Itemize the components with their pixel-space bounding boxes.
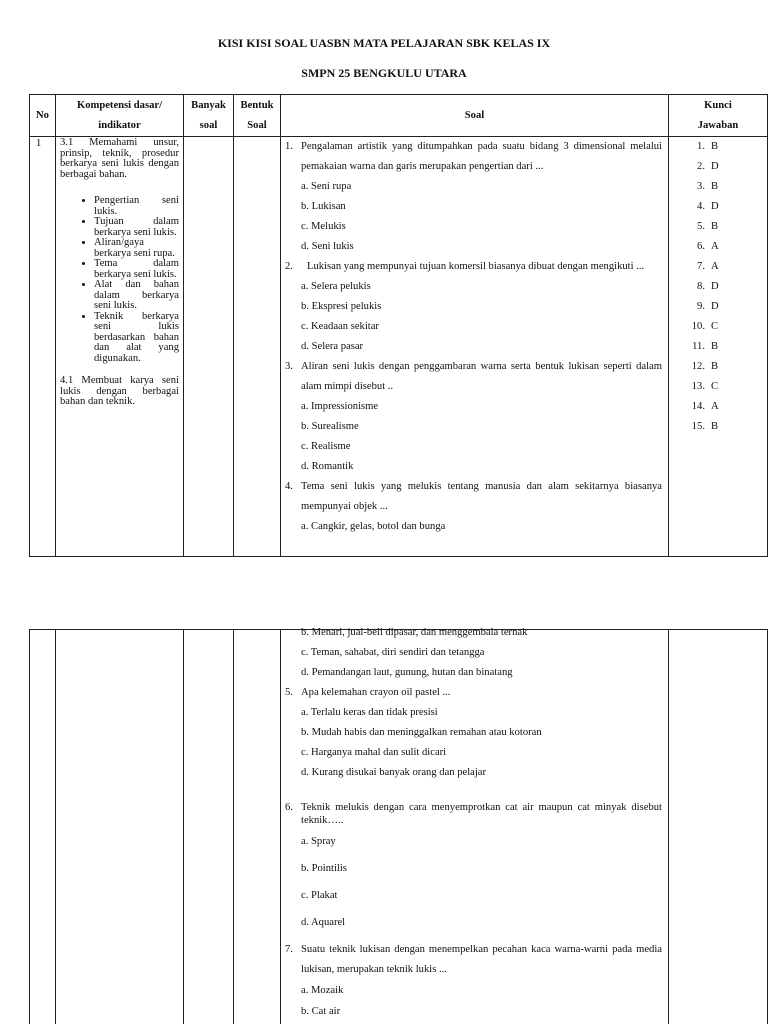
answer-number: 9. [697,301,705,312]
answer-letter: B [711,421,719,432]
answer-key-item [691,157,767,177]
kd-outro: 4.1 Membuat karya seni lukis dengan berbagai bahan dan teknik. [60,375,179,407]
answer-key-item [691,257,767,277]
answer-letter: A [711,241,719,252]
answer-letter: C [711,321,719,332]
answer-number: 4. [697,201,705,212]
answer-number: 14. [691,401,705,412]
question-5: 5. Apa kelemahan crayon oil pastel ... [285,687,451,698]
option: c. Keadaan sekitar [301,321,379,332]
indikator-item: • Teknik berkarya seni lukis berdasarkan bahan dan alat yang digunakan. [94,312,179,365]
bentuk-soal-cell [234,630,281,1024]
answer-number: 1. [697,141,705,152]
option: a. Selera pelukis [301,281,371,292]
answer-key-item [691,357,767,377]
header-soal: Soal [281,95,669,137]
option: c. Teman, sahabat, diri sendiri dan tetangga [301,647,485,658]
answer-key-item [691,197,767,217]
answer-letter: A [711,401,719,412]
option: b. Lukisan [301,201,346,212]
kompetensi-cell [56,630,184,1024]
option: d. Seni lukis [301,241,354,252]
answer-number: 15. [691,421,705,432]
soal-cell [281,627,669,1024]
indikator-item: • Pengertian seni lukis. [94,196,179,217]
option: a. Spray [301,836,336,847]
answer-letter: B [711,361,719,372]
answer-letter: D [711,301,719,312]
option: b. Surealisme [301,421,359,432]
option: a. Impressionisme [301,401,379,412]
option: d. Aquarel [301,917,346,928]
table-row [30,630,768,1024]
answer-key-item [691,297,767,317]
option: b. Ekspresi pelukis [301,301,382,312]
option: d. Selera pasar [301,341,364,352]
answer-letter: C [711,381,719,392]
banyak-soal-cell [184,630,234,1024]
answer-key-item [691,137,767,157]
header-kunci-jawaban: Kunci Jawaban [669,95,768,137]
answer-number: 7. [697,261,705,272]
row-number [30,630,56,1024]
table-row [30,137,768,557]
indikator-list [94,196,179,364]
question-6: 6. Teknik melukis dengan cara menyemprotkan cat air maupun cat minyak disebut teknik….. [285,802,662,826]
header-no: No [30,95,56,137]
option: a. Seni rupa [301,181,352,192]
header-bentuk-soal: Bentuk Soal [234,95,281,137]
answer-letter: B [711,341,719,352]
option: a. Cangkir, gelas, botol dan bunga [301,521,446,532]
answer-key-item [691,337,767,357]
header-kompetensi: Kompetensi dasar/ indikator [56,95,184,137]
answer-number: 3. [697,181,705,192]
answer-number: 10. [691,321,705,332]
option: b. Mudah habis dan meninggalkan remahan atau kotoran [301,727,542,738]
question-4: 4. Tema seni lukis yang melukis tentang manusia dan alam sekitarnya biasanya mempunyai objek ... [285,481,662,512]
kompetensi-cell [56,137,184,557]
answer-number: 12. [691,361,705,372]
indikator-item: • Aliran/gaya berkarya seni rupa. [94,238,179,259]
answer-letter: D [711,161,719,172]
answer-letter: D [711,281,719,292]
answer-number: 13. [691,381,705,392]
question-7: 7. Suatu teknik lukisan dengan menempelkan pecahan kaca warna-warni pada media lukisan, merupakan teknik lukis ... [285,944,662,975]
answer-number: 6. [697,241,705,252]
soal-cell [281,137,669,557]
option: b. Menari, jual-beli dipasar, dan menggembala ternak [301,627,528,638]
kunci-jawaban-cell [669,137,768,557]
bentuk-soal-cell [234,137,281,557]
kisi-kisi-table-continued [29,629,768,1024]
option: a. Terlalu keras dan tidak presisi [301,707,438,718]
answer-letter: A [711,261,719,272]
question-1: 1. Pengalaman artistik yang ditumpahkan pada suatu bidang 3 dimensional melalui pemakaian warna dan garis merupakan pengertian dari ... [285,141,662,172]
answer-key-item [691,317,767,337]
option: d. Pemandangan laut, gunung, hutan dan binatang [301,667,513,678]
answer-key-item [691,237,767,257]
header-banyak-soal: Banyak soal [184,95,234,137]
row-number: 1 [30,137,56,557]
option: d. Romantik [301,461,354,472]
indikator-item: • Tujuan dalam berkarya seni lukis. [94,217,179,238]
answer-number: 11. [692,341,705,352]
answer-number: 8. [697,281,705,292]
answer-key-item [691,177,767,197]
answer-number: 2. [697,161,705,172]
kunci-jawaban-cell [669,630,768,1024]
answer-key-item [691,217,767,237]
kd-intro: 3.1 Memahami unsur, prinsip, teknik, prosedur berkarya seni lukis dengan berbagai bahan. [60,137,179,180]
table-header-row [30,95,768,137]
option: c. Realisme [301,441,351,452]
answer-key-item [691,397,767,417]
document-title: KISI KISI SOAL UASBN MATA PELAJARAN SBK KELAS IX [217,36,551,50]
answer-letter: B [711,141,719,152]
answer-key-item [691,377,767,397]
option: b. Cat air [301,1006,341,1017]
indikator-item: • Alat dan bahan dalam berkarya seni lukis. [94,280,179,312]
option: b. Pointilis [301,863,347,874]
option: a. Mozaik [301,985,344,996]
answer-letter: B [711,181,719,192]
question-3: 3. Aliran seni lukis dengan penggambaran warna serta bentuk lukisan seperti dalam alam mimpi disebut .. [285,361,662,392]
indikator-item: • Tema dalam berkarya seni lukis. [94,259,179,280]
answer-letter: D [711,201,719,212]
answer-key-item [691,277,767,297]
question-2: 2. Lukisan yang mempunyai tujuan komersil biasanya dibuat dengan mengikuti ... [285,261,645,272]
answer-key-list [691,137,767,437]
answer-number: 5. [697,221,705,232]
option: c. Melukis [301,221,346,232]
answer-letter: B [711,221,719,232]
option: d. Kurang disukai banyak orang dan pelajar [301,767,487,778]
answer-key-item [691,417,767,437]
kisi-kisi-table [29,94,768,557]
school-name: SMPN 25 BENGKULU UTARA [301,66,467,80]
banyak-soal-cell [184,137,234,557]
option: c. Plakat [301,890,338,901]
option: c. Harganya mahal dan sulit dicari [301,747,447,758]
